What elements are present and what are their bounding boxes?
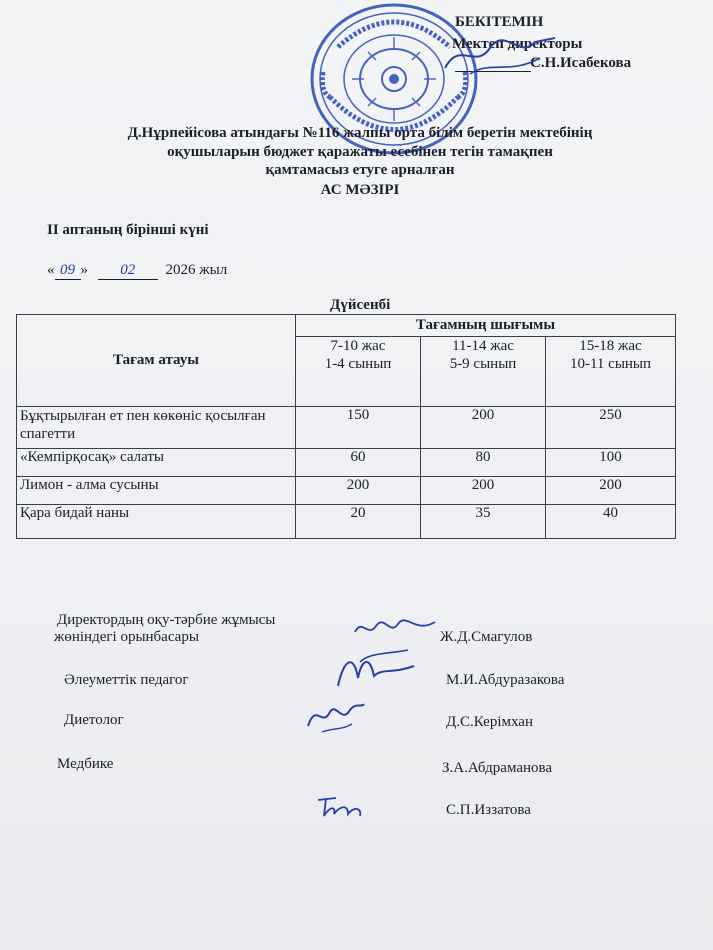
table-row xyxy=(17,449,676,477)
signatory-role: Диетолог xyxy=(64,712,124,728)
dish-name: «Кемпірқосақ» салаты xyxy=(17,449,296,477)
title-line-1: Д.Нұрпейісова атындағы №116 жалпы орта білім беретін мектебінің xyxy=(127,125,593,141)
signatory-name: Ж.Д.Смагулов xyxy=(440,629,533,645)
signatory-name: З.А.Абдраманова xyxy=(442,760,553,776)
signatory-name: Д.С.Керімхан xyxy=(446,714,533,730)
dish-name: Лимон - алма сусыны xyxy=(17,477,296,505)
column-header-dish-name: Тағам атауы xyxy=(17,315,296,407)
table-row xyxy=(17,477,676,505)
approval-role: Мектеп директоры xyxy=(452,36,583,52)
signatory-name: С.П.Иззатова xyxy=(446,802,531,818)
yield-value: 100 xyxy=(546,449,676,477)
yield-value: 200 xyxy=(296,477,421,505)
table-row xyxy=(17,407,676,449)
dish-name: Қара бидай наны xyxy=(17,505,296,539)
yield-value: 80 xyxy=(421,449,546,477)
age-group-age: 7-10 жас xyxy=(330,338,386,354)
age-group-grades: 10-11 сынып xyxy=(569,356,652,372)
dish-name: Бұқтырылған ет пен көкөніс қосылған спагетти xyxy=(17,407,296,449)
age-group-grades: 1-4 сынып xyxy=(324,356,392,372)
yield-value: 250 xyxy=(546,407,676,449)
yield-value: 200 xyxy=(421,407,546,449)
yield-value: 60 xyxy=(296,449,421,477)
date-day: 09 xyxy=(55,262,81,280)
signature-5 xyxy=(314,792,374,822)
signature-3 xyxy=(302,694,368,738)
signatory-role: Директордың оқу-тәрбие жұмысы xyxy=(57,612,276,628)
yield-value: 200 xyxy=(421,477,546,505)
age-group-grades: 5-9 сынып xyxy=(449,356,517,372)
signatory-name: М.И.Абдуразакова xyxy=(446,672,565,688)
yield-value: 200 xyxy=(546,477,676,505)
column-header-yield: Тағамның шығымы xyxy=(296,315,676,337)
approval-name: С.Н.Исабекова xyxy=(530,55,632,71)
day-name: Дүйсенбі xyxy=(330,297,391,313)
date-line xyxy=(47,262,227,280)
age-group-header xyxy=(296,337,421,407)
signature-2 xyxy=(330,648,420,692)
yield-value: 20 xyxy=(296,505,421,539)
date-open-quote: « xyxy=(47,262,55,278)
date-month: 02 xyxy=(98,262,158,280)
signatory-role: жөніндегі орынбасары xyxy=(54,629,199,645)
table-row xyxy=(17,505,676,539)
yield-value: 40 xyxy=(546,505,676,539)
document-title: АС МӘЗІРІ xyxy=(320,182,400,198)
age-group-age: 15-18 жас xyxy=(579,338,642,354)
signatory-role: Медбике xyxy=(57,756,114,772)
date-year: 2026 жыл xyxy=(165,262,228,278)
date-close-quote: » xyxy=(80,262,88,278)
title-line-2: оқушыларын бюджет қаражаты есебінен тегін тамақпен xyxy=(167,144,553,160)
title-line-3: қамтамасыз етуге арналған xyxy=(265,162,455,178)
signatory-role: Әлеуметтік педагог xyxy=(64,672,189,688)
week-day-label: ІІ аптаның бірінші күні xyxy=(47,222,209,238)
age-group-header xyxy=(546,337,676,407)
age-group-header xyxy=(421,337,546,407)
signature-1 xyxy=(350,614,440,644)
approval-heading: БЕКІТЕМІН xyxy=(455,14,544,30)
yield-value: 35 xyxy=(421,505,546,539)
age-group-age: 11-14 жас xyxy=(452,338,514,354)
menu-table xyxy=(16,314,676,539)
director-signature xyxy=(440,30,560,80)
yield-value: 150 xyxy=(296,407,421,449)
